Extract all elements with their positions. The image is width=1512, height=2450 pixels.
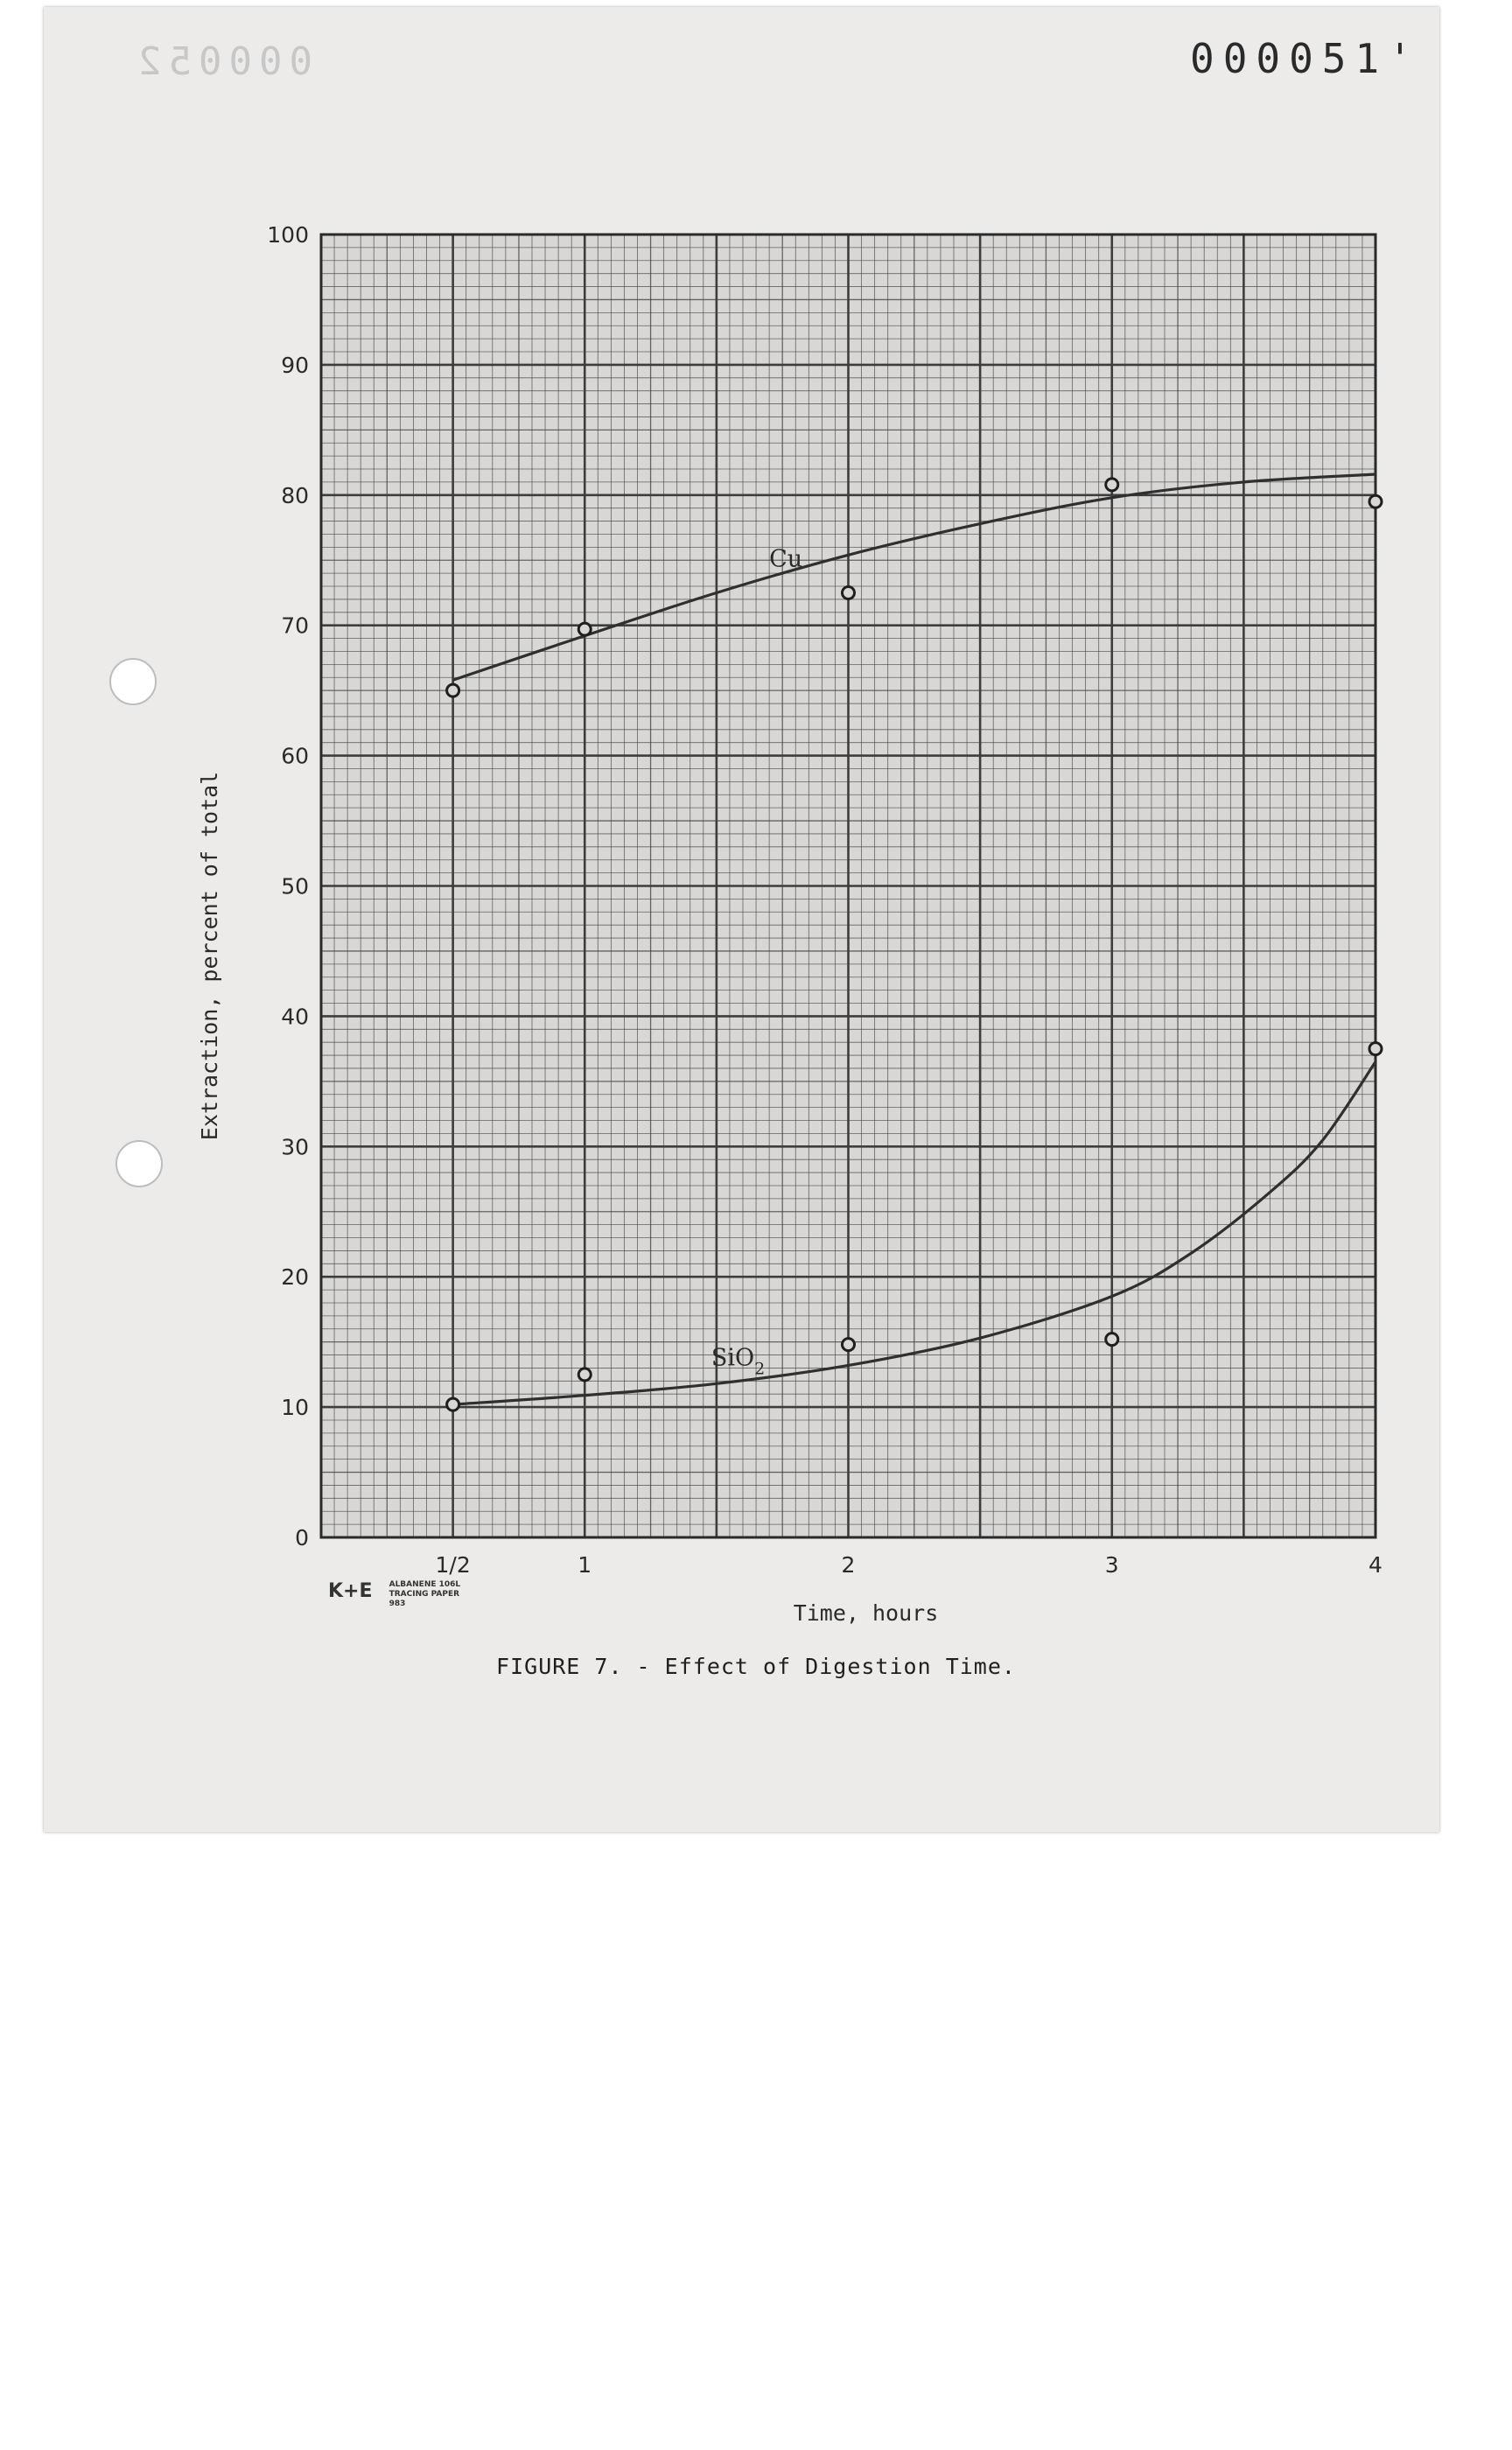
- series-sio2-point: [447, 1398, 459, 1410]
- x-tick-label: 2: [841, 1552, 856, 1578]
- brand-line-3: 983: [388, 1600, 406, 1608]
- series-cu-point: [578, 623, 591, 635]
- x-axis-title: Time, hours: [793, 1600, 939, 1626]
- y-tick-label: 80: [281, 482, 309, 508]
- series-sio2-point: [843, 1339, 855, 1351]
- y-tick-label: 10: [281, 1395, 309, 1421]
- tracing-paper-brand: [328, 1580, 460, 1609]
- series-sio2-point: [578, 1368, 591, 1381]
- series-cu-point: [447, 684, 459, 696]
- series-sio2-label-subscript: 2: [754, 1359, 766, 1379]
- y-tick-label: 30: [281, 1134, 309, 1160]
- series-cu-label: Cu: [769, 545, 803, 573]
- series-sio2-label: SiO$_2$: [710, 1344, 766, 1379]
- x-tick-label: 1: [578, 1552, 592, 1578]
- ghost-page-number: 000052: [131, 39, 312, 84]
- brand-text: [389, 1580, 461, 1609]
- series-cu-point: [1369, 495, 1382, 508]
- y-tick-label: 0: [295, 1525, 309, 1550]
- series-cu-point: [1106, 479, 1118, 491]
- x-tick-label: 3: [1104, 1552, 1119, 1578]
- brand-logo: K+E: [328, 1580, 373, 1602]
- series-cu-point: [843, 586, 855, 598]
- brand-line-2: TRACING PAPER: [388, 1590, 460, 1599]
- y-tick-label: 100: [267, 222, 309, 248]
- y-tick-label: 90: [281, 352, 309, 378]
- x-tick-label: 4: [1368, 1552, 1382, 1578]
- brand-line-1: ALBANENE 106L: [388, 1580, 461, 1589]
- x-tick-label: 1/2: [435, 1552, 471, 1578]
- y-axis-title: Extraction, percent of total: [197, 771, 222, 1141]
- y-tick-label: 70: [281, 612, 309, 639]
- y-tick-label: 60: [281, 743, 309, 769]
- y-tick-label: 20: [281, 1264, 309, 1291]
- series-sio2-point: [1106, 1334, 1118, 1346]
- y-tick-label: 40: [281, 1004, 309, 1030]
- series-sio2-point: [1369, 1043, 1382, 1055]
- figure-caption: FIGURE 7. - Effect of Digestion Time.: [496, 1654, 1016, 1679]
- document-number: 000051': [1190, 35, 1421, 82]
- y-tick-label: 50: [281, 873, 309, 900]
